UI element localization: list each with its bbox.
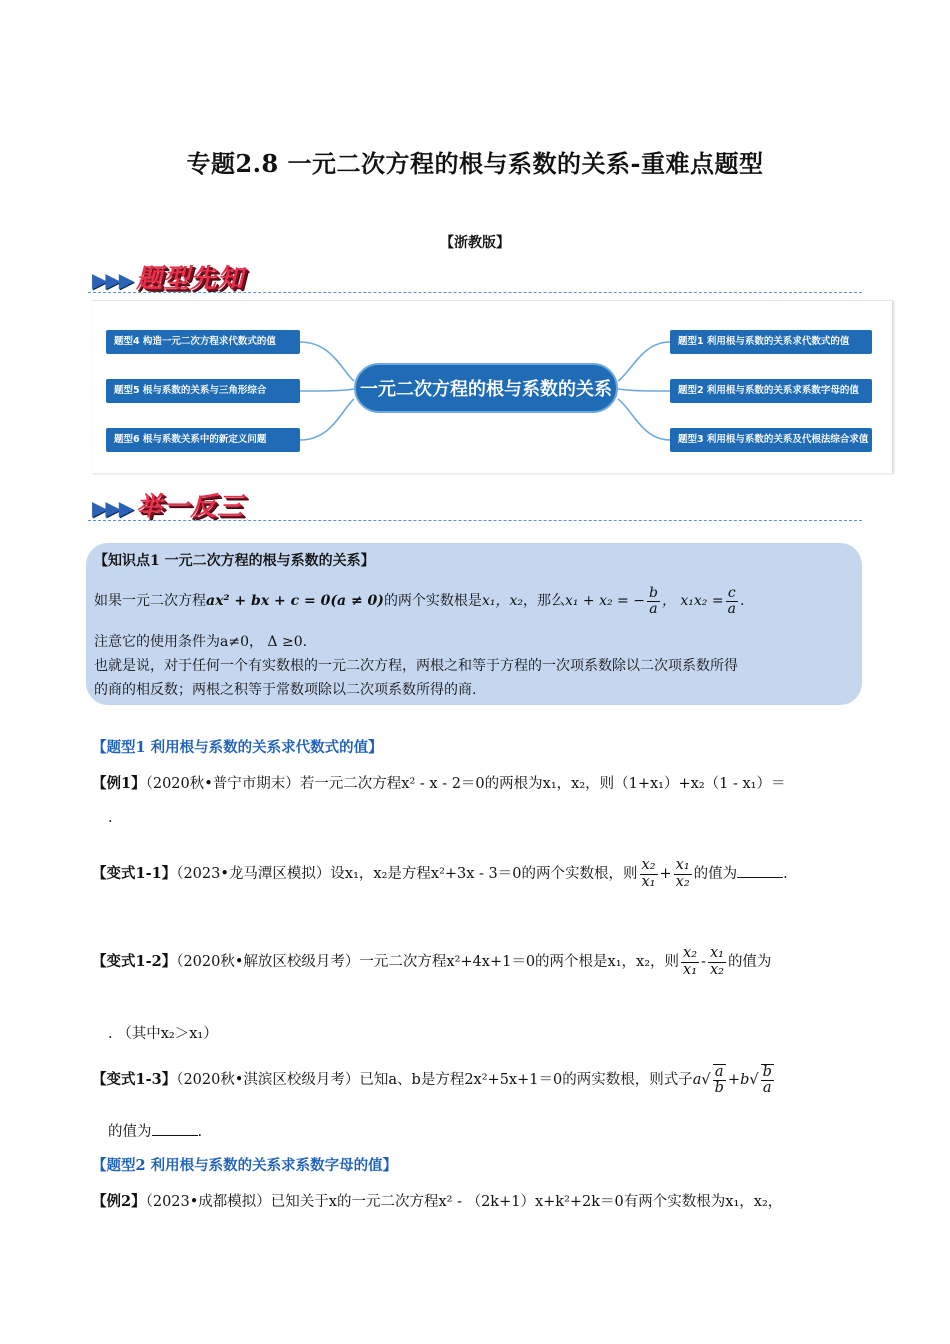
sum-formula: x₁ + x₂ = − xyxy=(564,593,645,609)
variant-1-3 xyxy=(92,1056,776,1104)
variant-1-1 xyxy=(92,852,788,896)
sqrt-a-over-b: √ $\frac{a}{b}$ xyxy=(701,1063,724,1096)
example2 xyxy=(92,1190,782,1211)
text: 如果一元二次方程 xyxy=(94,593,206,609)
knowledge-condition: 注意它的使用条件为a≠0， Δ ≥0. xyxy=(94,634,308,650)
knowledge-formula-line xyxy=(94,581,744,621)
knowledge-title: 【知识点1 一元二次方程的根与系数的关系】 xyxy=(94,553,375,569)
quadratic-equation: ax² + bx + c = 0(a ≠ 0) xyxy=(206,593,384,609)
triple-arrow-icon: ▶▶▶ xyxy=(92,268,133,292)
type1-heading: 【题型1 利用根与系数的关系求代数式的值】 xyxy=(92,739,383,756)
fraction-x1-over-x2: $\frac{\text{x₁}}{\text{x₂}}$ xyxy=(675,857,690,890)
variant-label: 【变式1-3】 xyxy=(92,1071,177,1088)
fraction-b-over-a: $\frac{b}{a}$ xyxy=(648,584,658,617)
dashed-divider xyxy=(88,520,862,521)
example1 xyxy=(92,772,785,793)
variant-text: 的值为 xyxy=(727,954,772,970)
fraction-x1-over-x2: $\frac{\text{x₁}}{\text{x₂}}$ xyxy=(709,945,724,978)
product-formula: ， x₁x₂ = xyxy=(661,593,724,609)
variant-text: （2020秋•淇滨区校级月考）已知a、b是方程2x²+5x+1＝0的两实数根，则式子 xyxy=(176,1072,693,1088)
text: 的值为 xyxy=(108,1124,152,1140)
fraction-x2-over-x1: $\frac{\text{x₂}}{\text{x₁}}$ xyxy=(683,945,698,978)
mind-map-node-type4: 题型4 构造一元二次方程求代数式的值 xyxy=(106,330,300,354)
knowledge-explanation-1: 也就是说，对于任何一个有实数根的一元二次方程，两根之和等于方程的一次项系数除以二次项系数所得 xyxy=(94,658,738,674)
banner-text: 举一反三 xyxy=(136,492,245,522)
mind-map-center-node: 一元二次方程的根与系数的关系 xyxy=(354,363,618,413)
knowledge-point-box xyxy=(86,543,862,705)
section-banner-preview xyxy=(92,258,244,295)
mind-map-node-type6: 题型6 根与系数关系中的新定义问题 xyxy=(106,428,300,452)
variant-text: 的值为 xyxy=(693,866,738,882)
sqrt-b-over-a: √ $\frac{b}{a}$ xyxy=(749,1063,772,1096)
text: . xyxy=(739,593,745,609)
operator: - xyxy=(701,954,706,970)
fraction-x2-over-x1: $\frac{\text{x₂}}{\text{x₁}}$ xyxy=(641,857,656,890)
variant-text: （2020秋•解放区校级月考）一元二次方程x²+4x+1＝0的两个根是x₁，x₂，则 xyxy=(176,954,680,970)
operator: + xyxy=(727,1072,741,1088)
coefficient-b: b xyxy=(740,1072,750,1088)
variant-label: 【变式1-2】 xyxy=(92,953,177,970)
triple-arrow-icon: ▶▶▶ xyxy=(92,496,133,520)
knowledge-explanation-2: 的商的相反数；两根之积等于常数项除以二次项系数所得的商. xyxy=(94,682,477,698)
variant-label: 【变式1-1】 xyxy=(92,865,177,882)
mind-map-node-type2: 题型2 利用根与系数的关系求系数字母的值 xyxy=(670,379,872,403)
mind-map xyxy=(92,300,893,473)
dashed-divider xyxy=(88,292,862,293)
roots: x₁，x₂ xyxy=(481,593,523,609)
example-text: （2023•成都模拟）已知关于x的一元二次方程x² - （2k+1）x+k²+2k＝0有两个实数根为x₁，x₂， xyxy=(145,1194,783,1210)
coefficient-a: a xyxy=(692,1072,702,1088)
mind-map-node-type5: 题型5 根与系数的关系与三角形综合 xyxy=(106,379,300,403)
operator: + xyxy=(659,866,672,882)
variant-1-2-end: . （其中x₂＞x₁） xyxy=(108,1026,218,1042)
answer-blank xyxy=(737,865,783,878)
example-label: 【例2】 xyxy=(92,1193,146,1210)
type2-heading: 【题型2 利用根与系数的关系求系数字母的值】 xyxy=(92,1157,398,1174)
edition-label: 【浙教版】 xyxy=(440,235,510,251)
page-title: 专题2.8 一元二次方程的根与系数的关系-重难点题型 xyxy=(186,149,764,178)
fraction-c-over-a: $\frac{c}{a}$ xyxy=(727,584,736,617)
variant-1-3-end xyxy=(108,1120,202,1141)
example-label: 【例1】 xyxy=(92,775,146,792)
variant-text: （2023•龙马潭区模拟）设x₁，x₂是方程x²+3x - 3＝0的两个实数根，则 xyxy=(176,866,638,882)
example1-end: . xyxy=(108,810,113,826)
variant-1-2 xyxy=(92,940,771,984)
text: . xyxy=(197,1124,203,1140)
mind-map-node-type3: 题型3 利用根与系数的关系及代根法综合求值 xyxy=(670,428,872,452)
text: . xyxy=(783,866,788,882)
answer-blank xyxy=(152,1123,198,1136)
banner-text: 题型先知 xyxy=(136,264,245,294)
text: 的两个实数根是 xyxy=(383,593,482,609)
text: ，那么 xyxy=(522,593,565,609)
section-banner-practice xyxy=(92,486,244,523)
mind-map-node-type1: 题型1 利用根与系数的关系求代数式的值 xyxy=(670,330,872,354)
example-text: （2020秋•普宁市期末）若一元二次方程x² - x - 2＝0的两根为x₁，x₂，则（1+x₁）+x₂（1 - x₁）＝ xyxy=(145,776,786,792)
